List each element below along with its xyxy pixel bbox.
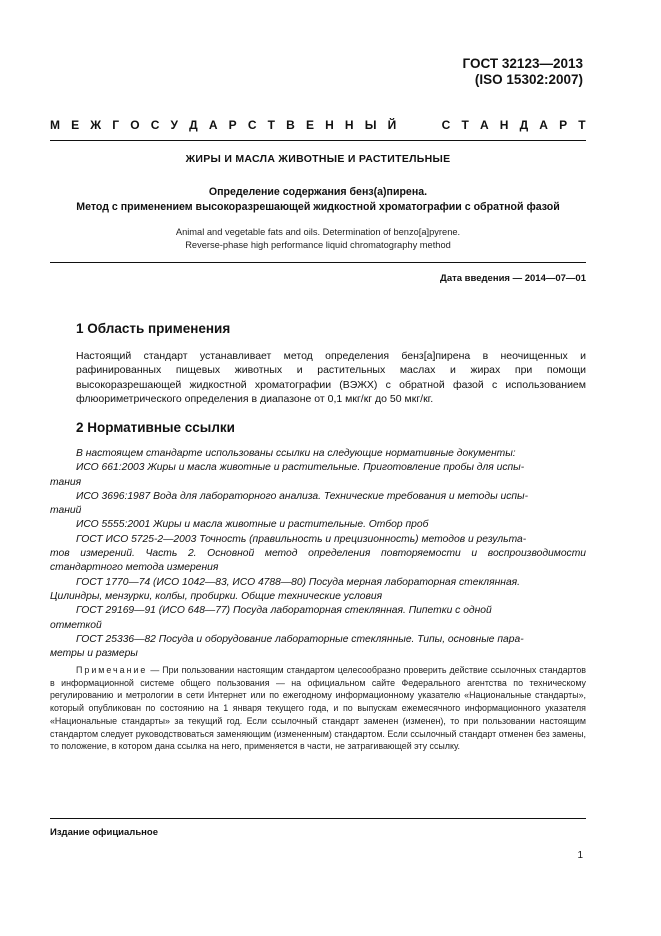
banner-letter: Р (559, 118, 568, 132)
banner-letter: С (441, 118, 451, 132)
banner-letter: Н (325, 118, 334, 132)
banner-letter: А (539, 118, 548, 132)
banner-letter: Т (578, 118, 586, 132)
banner-letter: О (130, 118, 140, 132)
section-1-heading: 1 Область применения (76, 321, 231, 336)
banner-letter: Е (71, 118, 80, 132)
banner-letter: В (286, 118, 295, 132)
banner-letter: С (150, 118, 160, 132)
reference-first-line: ГОСТ 29169—91 (ИСО 648—77) Посуда лабораторная стеклянная. Пипетки с одной (76, 605, 492, 617)
introduction-date: Дата введения — 2014—07—01 (440, 273, 586, 284)
banner-letter: Т (267, 118, 275, 132)
subtitle-line-2: Метод с применением высокоразрешающей жидкостной хроматографии с обратной фазой (76, 201, 560, 213)
banner-letter: Ж (90, 118, 102, 132)
banner-letter: А (208, 118, 218, 132)
banner-letter: Д (189, 118, 198, 132)
subtitle-line-1: Определение содержания бенз(а)пирена. (208, 186, 428, 198)
interstate-standard-banner (50, 118, 586, 132)
reference-first-line: ГОСТ 1770—74 (ИСО 1042—83, ИСО 4788—80) Посуда мерная лабораторная стеклянная. (76, 576, 521, 588)
banner-letter: М (50, 118, 60, 132)
reference-first-line: ИСО 661:2003 Жиры и масла животные и растительные. Приготовление пробы для испы- (76, 462, 525, 474)
reference-item (50, 533, 586, 576)
reference-first-line: ГОСТ 25336—82 Посуда и оборудование лабораторные стеклянные. Типы, основные пара- (76, 633, 524, 645)
iso-number: (ISO 15302:2007) (474, 72, 583, 87)
normative-references-list (50, 447, 586, 661)
banner-letter: Т (461, 118, 469, 132)
banner-letter: А (479, 118, 489, 132)
english-title-line-1: Animal and vegetable fats and oils. Determination of benzo[a]pyrene. (175, 227, 461, 237)
english-title-line-2: Reverse-phase high performance liquid chromatography method (185, 240, 451, 250)
reference-first-line: ГОСТ ИСО 5725-2—2003 Точность (правильность и прецизионность) методов и результа- (76, 533, 527, 545)
banner-letter: Р (228, 118, 237, 132)
banner-letter: У (170, 118, 179, 132)
document-subtitle (50, 185, 586, 215)
reference-item (76, 518, 586, 532)
reference-continuation: отметкой (50, 619, 102, 631)
references-note (50, 664, 586, 753)
title-divider (50, 262, 586, 263)
reference-item (50, 633, 586, 662)
banner-letter: Ы (364, 118, 377, 132)
banner-letter: Н (344, 118, 354, 132)
reference-item (50, 490, 586, 519)
section-1-text (76, 349, 586, 407)
banner-letter: Й (387, 118, 397, 132)
note-label: Примечание (76, 665, 148, 675)
banner-letter (407, 118, 413, 132)
banner-letter: С (247, 118, 257, 132)
edition-label: Издание официальное (50, 827, 158, 838)
standard-designation (463, 56, 583, 88)
reference-item (50, 576, 586, 605)
banner-letter: Н (499, 118, 509, 132)
section-2-heading: 2 Нормативные ссылки (76, 420, 235, 435)
reference-continuation: таний (50, 505, 82, 517)
reference-item (50, 604, 586, 633)
reference-first-line: ИСО 3696:1987 Вода для лабораторного анализа. Технические требования и методы испы- (76, 490, 529, 502)
banner-letter: Д (519, 118, 529, 132)
banner-letter: Е (305, 118, 314, 132)
footer-divider (50, 818, 586, 819)
page-number: 1 (577, 850, 583, 861)
note-text: — При пользовании настоящим стандартом целесообразно проверить действие ссылочных стандартов в информационной системе общего пользования — на официальном сайте Федерального агентства по техническому регулированию и метрологии в сети Интернет или по ежегодному информационному указателю «Национальные стандарты», который опубликован по состоянию на 1 января текущего года, и по выпускам ежемесячного информационного указателя «Национальные стандарты» за текущий год. Если ссылочный стандарт заменен (изменен), то при пользовании настоящим стандартом следует руководствоваться заменяющим (измененным) стандартом. Если ссылочный стандарт отменен без замены, то положение, в котором дана ссылка на него, применяется в части, не затрагивающей эту ссылку. (50, 665, 587, 752)
reference-continuation: Цилиндры, мензурки, колбы, пробирки. Общие технические условия (50, 590, 383, 602)
reference-continuation: тания (50, 476, 82, 488)
references-intro: В настоящем стандарте использованы ссылки на следующие нормативные документы: (76, 448, 516, 459)
english-title (50, 226, 586, 252)
document-title: ЖИРЫ И МАСЛА ЖИВОТНЫЕ И РАСТИТЕЛЬНЫЕ (185, 153, 451, 165)
scope-paragraph: Настоящий стандарт устанавливает метод определения бенз[а]пирена в неочищенных и рафинированных пищевых животных и растительных маслах и жирах при помощи высокоразрешающей жидкостной хроматографии (ВЭЖХ) с обратной фазой с использованием флюориметрического определения в диапазоне от 0,1 мкг/кг до 50 мкг/кг. (76, 350, 586, 406)
standard-number: ГОСТ 32123—2013 (462, 56, 583, 71)
banner-letter (425, 118, 431, 132)
top-divider (50, 140, 586, 141)
reference-continuation: метры и размеры (50, 648, 138, 660)
reference-first-line: ИСО 5555:2001 Жиры и масла животные и растительные. Отбор проб (76, 519, 429, 531)
reference-item (50, 461, 586, 490)
banner-letter: Г (112, 118, 120, 132)
reference-continuation: тов измерений. Часть 2. Основной метод определения повторяемости и воспроизводимости стандартного метода измерения (50, 548, 586, 574)
